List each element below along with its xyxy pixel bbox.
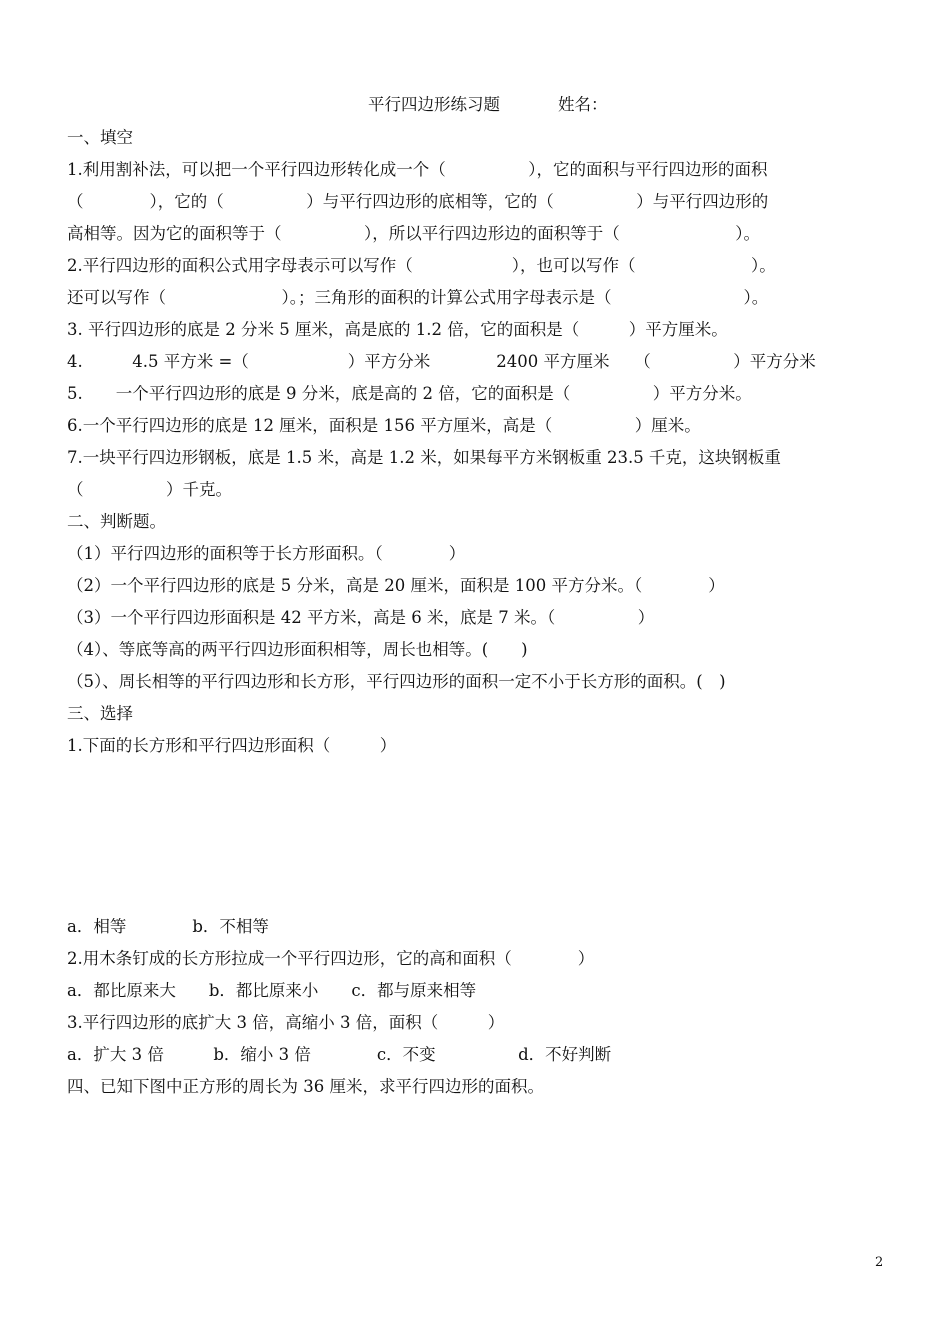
question-1-line-3: 高相等。因为它的面积等于（ ），所以平行四边形边的面积等于（ ）。 — [67, 224, 760, 243]
section-judge: 二、判断题。 — [67, 512, 166, 531]
question-7-line-2: （ ）千克。 — [67, 480, 232, 499]
choice-1: 1.下面的长方形和平行四边形面积（ ） — [67, 736, 397, 755]
title-text: 平行四边形练习题 — [368, 95, 500, 114]
judge-1: （1）平行四边形的面积等于长方形面积。（ ） — [67, 544, 466, 563]
question-7-line-1: 7.一块平行四边形钢板，底是 1.5 米，高是 1.2 米，如果每平方米钢板重 23.5 千克，这块钢板重 — [67, 448, 781, 467]
name-label: 姓名： — [558, 95, 608, 114]
question-2-line-2: 还可以写作（ ）。；三角形的面积的计算公式用字母表示是（ ）。 — [67, 288, 769, 307]
choice-3-options: a．扩大 3 倍 b．缩小 3 倍 c．不变 d．不好判断 — [67, 1045, 612, 1064]
section-four: 四、已知下图中正方形的周长为 36 厘米，求平行四边形的面积。 — [67, 1077, 544, 1096]
choice-2-options: a．都比原来大 b．都比原来小 c．都与原来相等 — [67, 981, 477, 1000]
page-number: 2 — [875, 1255, 884, 1270]
choice-1-options: a．相等 b．不相等 — [67, 917, 269, 936]
judge-5: （5）、周长相等的平行四边形和长方形，平行四边形的面积一定不小于长方形的面积。( ) — [67, 672, 726, 691]
choice-2: 2.用木条钉成的长方形拉成一个平行四边形，它的高和面积（ ） — [67, 949, 595, 968]
question-2-line-1: 2.平行四边形的面积公式用字母表示可以写作（ ），也可以写作（ ）。 — [67, 256, 776, 275]
judge-4: （4）、等底等高的两平行四边形面积相等，周长也相等。( ) — [67, 640, 528, 659]
question-5: 5. 一个平行四边形的底是 9 分米，底是高的 2 倍，它的面积是（ ）平方分米。 — [67, 384, 752, 403]
choice-3: 3.平行四边形的底扩大 3 倍，高缩小 3 倍，面积（ ） — [67, 1013, 505, 1032]
section-choice: 三、选择 — [67, 704, 133, 723]
question-6: 6.一个平行四边形的底是 12 厘米，面积是 156 平方厘米，高是（ ）厘米。 — [67, 416, 701, 435]
judge-3: （3）一个平行四边形面积是 42 平方米，高是 6 米，底是 7 米。（ ） — [67, 608, 655, 627]
question-1-line-2: （ ），它的（ ）与平行四边形的底相等，它的（ ）与平行四边形的 — [67, 192, 769, 211]
judge-2: （2）一个平行四边形的底是 5 分米，高是 20 厘米，面积是 100 平方分米。（ ） — [67, 576, 725, 595]
section-fill-blank: 一、填空 — [67, 128, 133, 147]
question-3: 3. 平行四边形的底是 2 分米 5 厘米，高是底的 1.2 倍，它的面积是（ ）平方厘米。 — [67, 320, 728, 339]
question-1-line-1: 1.利用割补法，可以把一个平行四边形转化成一个（ ），它的面积与平行四边形的面积 — [67, 160, 768, 179]
question-4: 4. 4.5 平方米 =（ ）平方分米 2400 平方厘米 （ ）平方分米 — [67, 352, 816, 371]
page-title — [368, 95, 608, 115]
